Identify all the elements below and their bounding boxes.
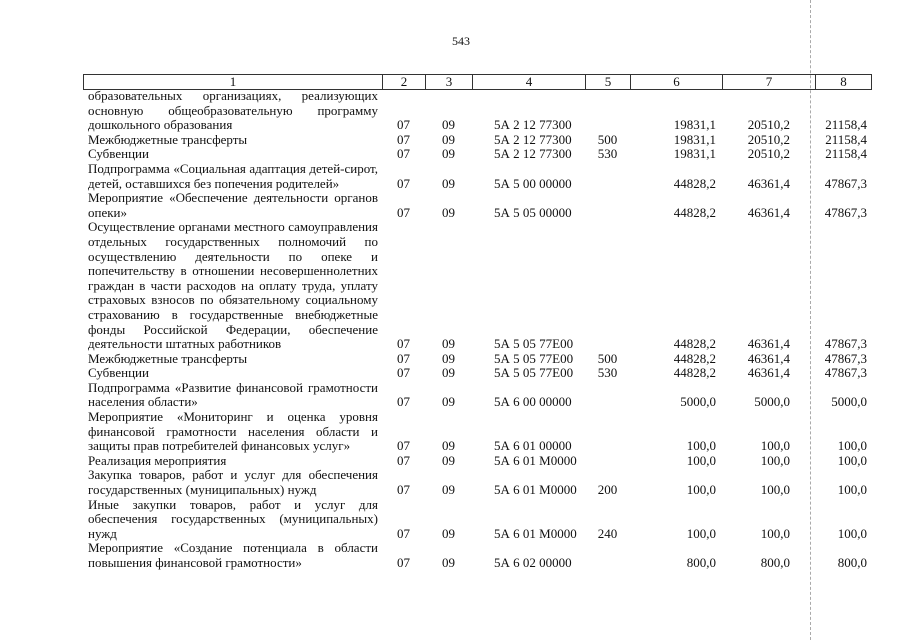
cell-c7: 46361,4: [747, 336, 790, 352]
cell-c8: 21158,4: [825, 131, 867, 147]
cell-c8: 100,0: [837, 452, 867, 468]
cell-c2: 07: [397, 525, 410, 541]
cell-c8: 100,0: [837, 525, 867, 541]
cell-c7: 46361,4: [747, 175, 790, 191]
cell-c5: [585, 162, 630, 191]
cell-c3: 09: [442, 350, 455, 366]
cell-desc: Мероприятие «Создание потенциала в области повышения финансовой грамотности»: [88, 540, 378, 570]
cell-c5: 500: [597, 350, 618, 366]
cell-c5: 530: [597, 365, 618, 381]
cell-c2: 07: [397, 452, 410, 468]
cell-c7: 100,0: [760, 525, 790, 541]
cell-c4: 5А 2 12 77300: [494, 146, 572, 162]
cell-c6: 100,0: [686, 482, 716, 498]
cell-c5: [585, 381, 630, 410]
cell-c4: 5А 5 05 77Е00: [494, 336, 574, 352]
table-row: [83, 454, 870, 469]
table-row: [83, 366, 870, 381]
cell-c4: 5А 2 12 77300: [494, 117, 572, 133]
cell-desc: образовательных организациях, реализующих основную общеобразовательную программу дошкольного образования: [88, 88, 378, 133]
cell-c6: 800,0: [686, 555, 716, 570]
cell-c3: 09: [442, 525, 455, 541]
table-row: [83, 498, 870, 542]
cell-c3: 09: [442, 555, 455, 570]
cell-c7: 100,0: [760, 452, 790, 468]
table-row: [83, 220, 870, 351]
cell-c7: 100,0: [760, 482, 790, 498]
cell-c8: 47867,3: [824, 365, 867, 381]
cell-c7: 20510,2: [747, 117, 790, 133]
cell-desc: Межбюджетные трансферты: [88, 350, 248, 366]
cell-c8: 5000,0: [831, 394, 867, 410]
table-row: [83, 162, 870, 191]
cell-c6: 19831,1: [673, 146, 716, 162]
cell-c3: 09: [442, 146, 455, 162]
table-row: [83, 410, 870, 454]
cell-c2: 07: [397, 394, 410, 410]
cell-c5: 500: [597, 131, 618, 147]
cell-c2: 07: [397, 438, 410, 454]
header-col-6: 6: [631, 75, 723, 89]
header-col-7: 7: [723, 75, 816, 89]
table-row: [83, 468, 870, 497]
cell-c7: 5000,0: [754, 394, 790, 410]
cell-c4: 5А 5 00 00000: [494, 175, 572, 191]
cell-c6: 100,0: [686, 438, 716, 454]
cell-c6: 19831,1: [673, 117, 716, 133]
cell-c8: 47867,3: [824, 175, 867, 191]
header-col-4: 4: [473, 75, 586, 89]
cell-desc: Закупка товаров, работ и услуг для обеспечения государственных (муниципальных) нужд: [88, 467, 378, 498]
cell-c2: 07: [397, 131, 410, 147]
cell-c8: 800,0: [837, 555, 867, 570]
cell-c8: 21158,4: [825, 117, 867, 133]
cell-c3: 09: [442, 117, 455, 133]
cell-c4: 5А 5 05 77Е00: [494, 350, 574, 366]
cell-c2: 07: [397, 482, 410, 498]
cell-c8: 100,0: [837, 438, 867, 454]
cell-c5: [585, 454, 630, 469]
table-row: [83, 352, 870, 367]
cell-c2: 07: [397, 555, 410, 570]
cell-c3: 09: [442, 394, 455, 410]
table-row: [83, 147, 870, 162]
cell-c7: 800,0: [760, 555, 790, 570]
cell-desc: Субвенции: [88, 146, 149, 162]
cell-c5: 240: [597, 525, 618, 541]
cell-c4: 5А 2 12 77300: [494, 131, 572, 147]
cell-desc: Подпрограмма «Социальная адаптация детей-сирот, детей, оставшихся без попечения родителей»: [88, 160, 378, 191]
cell-c2: 07: [397, 365, 410, 381]
cell-c4: 5А 5 05 00000: [494, 204, 572, 220]
cell-c6: 100,0: [686, 452, 716, 468]
header-col-5: 5: [586, 75, 631, 89]
cell-c3: 09: [442, 482, 455, 498]
cell-c4: 5А 6 02 00000: [494, 555, 572, 570]
cell-desc: Мероприятие «Мониторинг и оценка уровня финансовой грамотности населения области и защиты прав потребителей финансовых услуг»: [88, 409, 378, 454]
cell-c8: 21158,4: [825, 146, 867, 162]
cell-c8: 47867,3: [824, 204, 867, 220]
cell-c4: 5А 6 00 00000: [494, 394, 572, 410]
cell-c8: 47867,3: [824, 350, 867, 366]
cell-c4: 5А 6 01 М0000: [494, 482, 577, 498]
cell-desc: Осуществление органами местного самоуправления отдельных государственных полномочий по осуществлению деятельности по опеке и попечительству в отношении несовершеннолетних граждан в части расходов на оплату труда, уплату страховых взносов по обязательному социальному страхованию в государственные внебюджетные фонды Российской Федерации, обеспечение деятельности штатных работников: [88, 219, 378, 352]
cell-c6: 19831,1: [673, 131, 716, 147]
budget-table: [83, 89, 870, 571]
table-row: [83, 541, 870, 570]
cell-c5: [585, 220, 630, 351]
cell-c6: 100,0: [686, 525, 716, 541]
cell-c7: 100,0: [760, 438, 790, 454]
cell-desc: Субвенции: [88, 365, 149, 381]
cell-c2: 07: [397, 336, 410, 352]
cell-c2: 07: [397, 146, 410, 162]
header-col-8: 8: [840, 74, 847, 89]
cell-c2: 07: [397, 204, 410, 220]
header-col-1: 1: [84, 75, 383, 89]
cell-c5: [585, 410, 630, 454]
cell-c5: 200: [597, 482, 618, 498]
cell-c4: 5А 6 01 М0000: [494, 452, 577, 468]
cell-c3: 09: [442, 131, 455, 147]
cell-desc: Межбюджетные трансферты: [88, 131, 248, 147]
header-col-2: 2: [383, 75, 426, 89]
cell-desc: Иные закупки товаров, работ и услуг для обеспечения государственных (муниципальных) нужд: [88, 496, 378, 541]
cell-c6: 44828,2: [673, 365, 716, 381]
cell-c6: 44828,2: [673, 204, 716, 220]
table-row: [83, 133, 870, 148]
cell-c3: 09: [442, 336, 455, 352]
cell-c7: 46361,4: [747, 365, 790, 381]
cell-desc: Реализация мероприятия: [88, 452, 227, 468]
cell-c2: 07: [397, 350, 410, 366]
cell-c5: [585, 541, 630, 570]
cell-c8: 47867,3: [824, 336, 867, 352]
cell-desc: Подпрограмма «Развитие финансовой грамотности населения области»: [88, 379, 378, 410]
table-row: [83, 191, 870, 220]
cell-c7: 46361,4: [747, 204, 790, 220]
cell-c2: 07: [397, 117, 410, 133]
cell-desc: Мероприятие «Обеспечение деятельности органов опеки»: [88, 190, 378, 220]
page-number: 543: [452, 34, 470, 48]
cell-c5: [585, 191, 630, 220]
cell-c3: 09: [442, 452, 455, 468]
cell-c3: 09: [442, 175, 455, 191]
cell-c8: 100,0: [837, 482, 867, 498]
cell-c4: 5А 5 05 77Е00: [494, 365, 574, 381]
cell-c3: 09: [442, 365, 455, 381]
cell-c7: 20510,2: [747, 131, 790, 147]
cell-c6: 44828,2: [673, 350, 716, 366]
cell-c6: 44828,2: [673, 175, 716, 191]
cell-c6: 5000,0: [680, 394, 716, 410]
cell-c3: 09: [442, 438, 455, 454]
table-row: [83, 89, 870, 133]
table-row: [83, 381, 870, 410]
cell-c2: 07: [397, 175, 410, 191]
cell-c7: 20510,2: [747, 146, 790, 162]
cell-c4: 5А 6 01 М0000: [494, 525, 577, 541]
header-col-3: 3: [426, 75, 473, 89]
cell-c5: [585, 89, 630, 133]
cell-c5: 530: [597, 146, 618, 162]
cell-c7: 46361,4: [747, 350, 790, 366]
cell-c4: 5А 6 01 00000: [494, 438, 572, 454]
cell-c3: 09: [442, 204, 455, 220]
cell-c6: 44828,2: [673, 336, 716, 352]
